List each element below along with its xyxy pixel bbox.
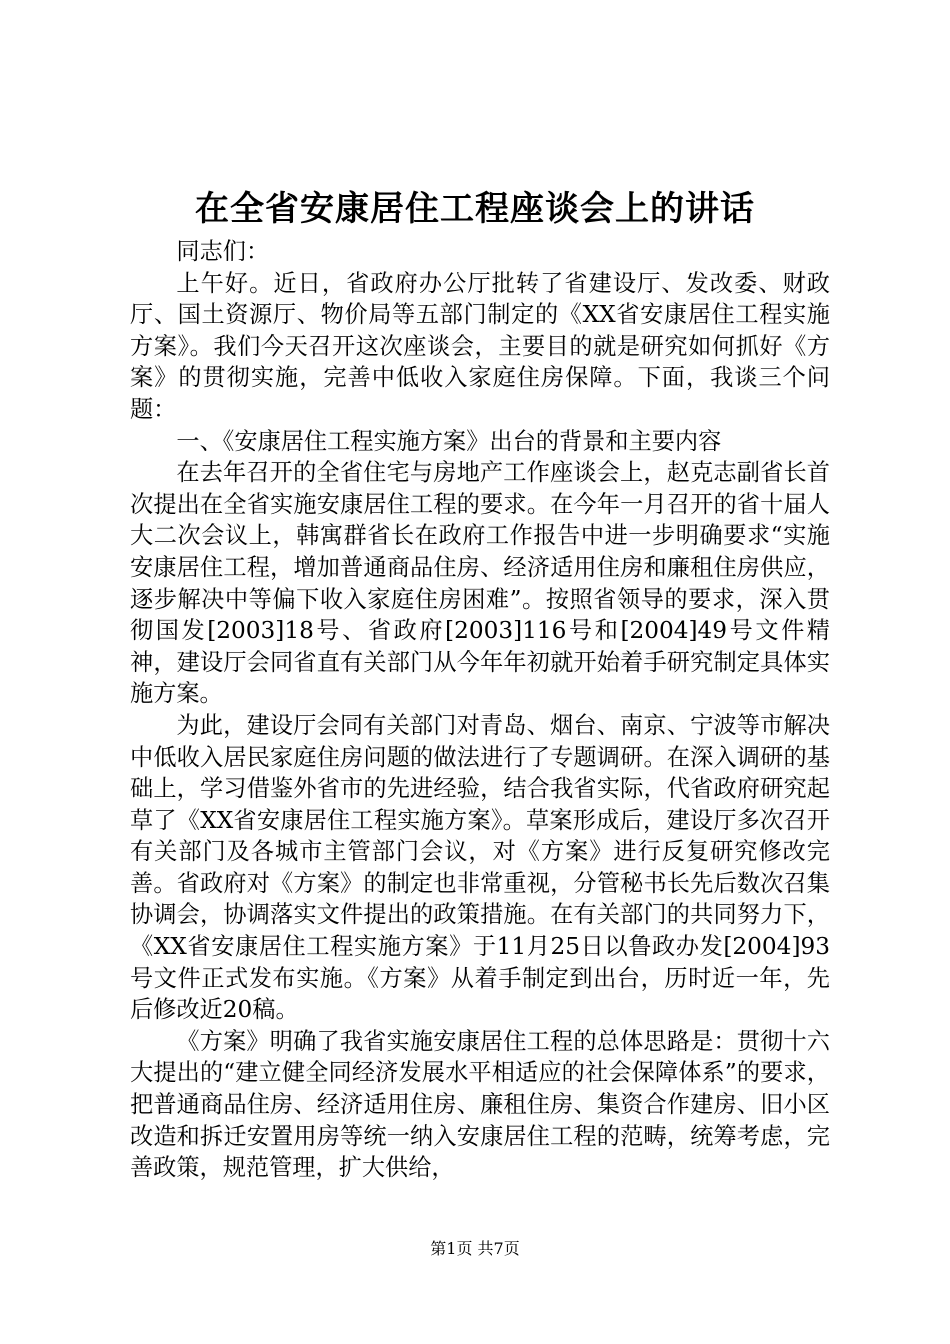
- paragraph-4: 《方案》明确了我省实施安康居住工程的总体思路是：贯彻十六大提出的“建立健全同经济发展水平相适应的社会保障体系”的要求，把普通商品住房、经济适用住房、廉租住房、集资合作建房、旧小区改造和拆迁安置用房等统一纳入安康居住工程的范畴，统筹考虑，完善政策，规范管理，扩大供给，: [130, 1027, 830, 1182]
- salutation: 同志们：: [176, 238, 270, 265]
- paragraph-1: 上午好。近日，省政府办公厅批转了省建设厅、发改委、财政厅、国土资源厅、物价局等五部门制定的《XX省安康居住工程实施方案》。我们今天召开这次座谈会，主要目的就是研究如何抓好《方案》的贯彻实施，完善中低收入家庭住房保障。下面，我谈三个问题：: [130, 269, 830, 423]
- paragraph-2: 在去年召开的全省住宅与房地产工作座谈会上，赵克志副省长首次提出在全省实施安康居住工程的要求。在今年一月召开的省十届人大二次会议上，韩寓群省长在政府工作报告中进一步明确要求“实施安康居住工程，增加普通商品住房、经济适用住房和廉租住房供应，逐步解决中等偏下收入家庭住房困难”。按照省领导的要求，深入贯彻国发[2003]18号、省政府[2003]116号和[2004]49号文件精神，建设厅会同省直有关部门从今年年初就开始着手研究制定具体实施方案。: [130, 459, 830, 708]
- paragraph-3: 为此，建设厅会同有关部门对青岛、烟台、南京、宁波等市解决中低收入居民家庭住房问题的做法进行了专题调研。在深入调研的基础上，学习借鉴外省市的先进经验，结合我省实际，代省政府研究起草了《XX省安康居住工程实施方案》。草案形成后，建设厅多次召开有关部门及各城市主管部门会议，对《方案》进行反复研究修改完善。省政府对《方案》的制定也非常重视，分管秘书长先后数次召集协调会，协调落实文件提出的政策措施。在有关部门的共同努力下，《XX省安康居住工程实施方案》于11月25日以鲁政办发[2004]93号文件正式发布实施。《方案》从着手制定到出台，历时近一年，先后修改近20稿。: [130, 711, 830, 1024]
- page-number: 第1页 共7页: [430, 1239, 520, 1258]
- document-body: [130, 236, 830, 1184]
- section-heading-1: 一、《安康居住工程实施方案》出台的背景和主要内容: [176, 427, 722, 455]
- document-title: 在全省安康居住工程座谈会上的讲话: [195, 189, 755, 229]
